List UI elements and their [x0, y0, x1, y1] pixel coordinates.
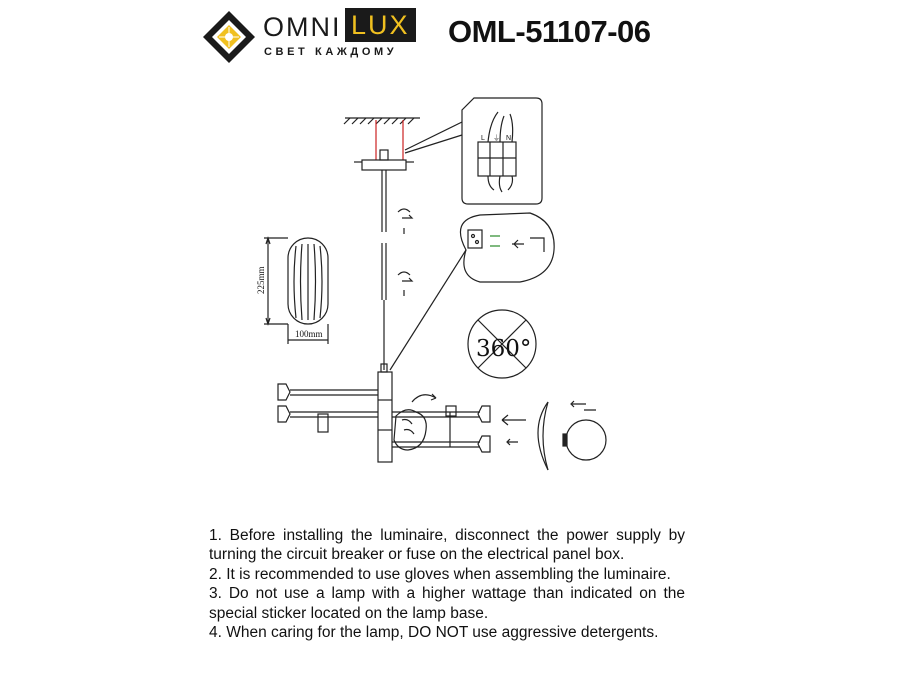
ceiling-hatch: [344, 118, 420, 124]
insert-arrow-icon: [502, 415, 526, 425]
rotate-arrow-icon: [398, 209, 412, 296]
curved-arrow-icon: [412, 394, 436, 402]
suspension-rod: [381, 170, 387, 372]
brand-name-omni: OMNI: [263, 12, 342, 42]
height-dimension-label: 225mm: [256, 266, 266, 294]
brand-name-lux: LUX: [345, 8, 416, 42]
brand-tagline: СВЕТ КАЖДОМУ: [264, 46, 398, 58]
instruction-item-1: 1. Before installing the luminaire, disconnect the power supply by turning the circuit breaker or fuse on the electrical panel box.: [209, 527, 685, 564]
instruction-item-3: 3. Do not use a lamp with a higher wattage than indicated on the special sticker located on the lamp base.: [209, 585, 685, 622]
terminal-label-1: L: [481, 135, 485, 142]
terminal-label-3: N: [506, 135, 512, 142]
width-dimension-label: 100mm: [295, 329, 323, 339]
instruction-list: [209, 526, 685, 642]
terminal-label-2: ⏚: [493, 135, 500, 142]
instruction-item-2: 2. It is recommended to use gloves when assembling the luminaire.: [209, 565, 671, 583]
terminal-block-detail: [462, 98, 542, 204]
rotation-label: 360°: [476, 336, 532, 362]
model-number: OML-51107-06: [448, 14, 651, 49]
canopy: [362, 160, 406, 170]
instruction-item-4: 4. When caring for the lamp, DO NOT use aggressive detergents.: [209, 624, 659, 642]
shade-side-view: [538, 401, 606, 470]
